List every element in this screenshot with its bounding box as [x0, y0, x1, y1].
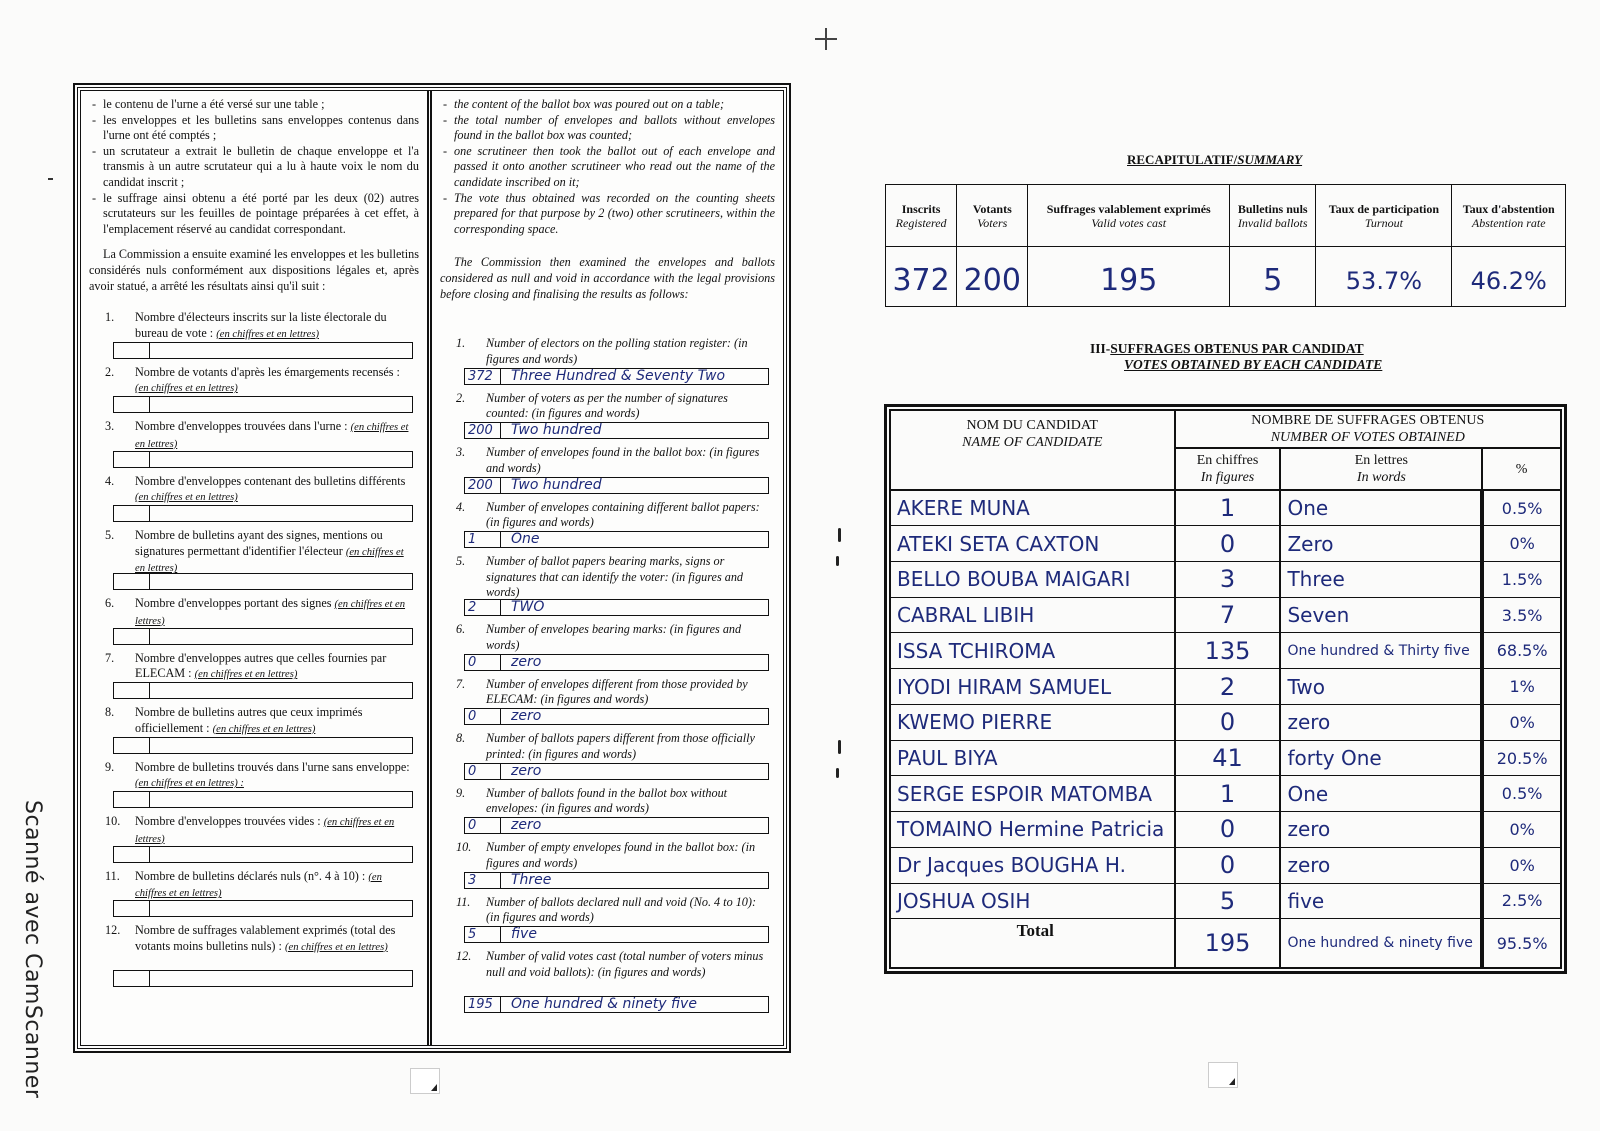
candidate-row — [890, 490, 1561, 526]
answer-box[interactable] — [464, 368, 769, 385]
abstention-value: 46.2% — [1452, 247, 1566, 307]
result-items-en — [440, 336, 775, 1017]
candidate-row — [890, 883, 1561, 919]
item-number: 10. — [105, 814, 121, 829]
candidates-table — [889, 409, 1562, 969]
candidate-row — [890, 704, 1561, 740]
answer-figures-field[interactable] — [114, 452, 150, 467]
candidate-votes-words: zero — [1280, 812, 1482, 848]
answer-box[interactable] — [464, 926, 769, 943]
answer-words-field[interactable]: zero — [511, 654, 542, 670]
total-votes-figures: 195 — [1175, 919, 1281, 968]
candidate-row — [890, 847, 1561, 883]
answer-figures-field[interactable]: 0 — [465, 764, 501, 779]
candidate-row — [890, 812, 1561, 848]
candidate-percent: 0% — [1482, 704, 1561, 740]
item-question: Number of empty envelopes found in the ballot box: (in figures and words) — [486, 840, 756, 870]
item-number: 11. — [456, 894, 471, 909]
answer-words-field[interactable]: Three Hundred & Seventy Two — [511, 368, 726, 384]
answer-box[interactable] — [464, 422, 769, 439]
answer-words-field[interactable] — [150, 901, 412, 916]
answer-box[interactable] — [113, 396, 413, 413]
item-question: Nombre de bulletins ayant des signes, mentions ou signatures permettant d'identifier l'électeur (en chiffres et en lettres) — [135, 528, 404, 575]
item-number: 10. — [456, 840, 472, 855]
header-voters: Votants Voters — [957, 185, 1028, 247]
candidate-votes-figures: 135 — [1175, 633, 1281, 669]
candidate-percent: 0% — [1482, 812, 1561, 848]
answer-words-field[interactable]: Three — [511, 872, 552, 888]
answer-figures-field[interactable] — [114, 901, 150, 916]
answer-box[interactable] — [464, 531, 769, 548]
item-number: 12. — [105, 923, 121, 938]
answer-box[interactable] — [464, 708, 769, 725]
answer-figures-field[interactable] — [114, 792, 150, 807]
item-question: Number of voters as per the number of signatures counted: (in figures and words) — [486, 390, 728, 421]
answer-figures-field[interactable]: 0 — [465, 709, 501, 724]
item-question: Number of ballots declared null and void (No. 4 to 10): (in figures and words) — [486, 894, 757, 925]
voters-value: 200 — [957, 247, 1028, 307]
candidate-votes-words: Two — [1280, 669, 1482, 705]
english-column — [432, 91, 783, 1045]
answer-figures-field[interactable]: 3 — [465, 873, 501, 888]
candidate-name: CABRAL LIBIH — [890, 597, 1175, 633]
answer-box[interactable] — [113, 628, 413, 645]
item-number: 1. — [456, 336, 466, 351]
item-number: 2. — [105, 364, 115, 379]
answer-box[interactable] — [464, 599, 769, 616]
item-number: 8. — [456, 731, 466, 746]
answer-box[interactable] — [464, 477, 769, 494]
candidate-votes-words: Seven — [1280, 597, 1482, 633]
answer-words-field[interactable] — [150, 397, 412, 412]
answer-figures-field[interactable] — [114, 574, 150, 589]
item-number: 4. — [105, 473, 115, 488]
item-number: 7. — [105, 650, 115, 665]
item-question: Nombre de bulletins trouvés dans l'urne sans enveloppe: (en chiffres et en lettres) : — [135, 759, 410, 790]
total-row — [890, 919, 1561, 968]
candidate-percent: 1% — [1482, 669, 1561, 705]
item-question: Nombre de suffrages valablement exprimés (total des votants moins bulletins nuls) : (en chiffres et en lettres) — [135, 923, 396, 953]
answer-box[interactable] — [113, 846, 413, 863]
header-in-figures: En chiffres In figures — [1175, 448, 1281, 490]
candidate-row — [890, 633, 1561, 669]
answer-figures-field[interactable] — [114, 971, 150, 986]
answer-figures-field[interactable]: 0 — [465, 818, 501, 833]
answer-figures-field[interactable]: 372 — [465, 369, 501, 384]
summary-title-en: SUMMARY — [1237, 152, 1303, 167]
answer-words-field[interactable]: zero — [511, 709, 542, 725]
item-number: 7. — [456, 676, 466, 691]
page-marker — [1208, 1062, 1238, 1088]
candidate-percent: 0.5% — [1482, 490, 1561, 526]
result-item — [440, 500, 775, 555]
result-item — [89, 528, 419, 596]
answer-words-field[interactable] — [150, 847, 412, 862]
answer-words-field[interactable] — [150, 343, 412, 358]
summary-title — [1127, 152, 1302, 168]
answer-figures-field[interactable] — [114, 343, 150, 358]
answer-box[interactable] — [113, 682, 413, 699]
item-number: 12. — [456, 949, 472, 964]
valid-votes-value: 195 — [1028, 247, 1230, 307]
candidate-votes-figures: 1 — [1175, 776, 1281, 812]
answer-figures-field[interactable]: 200 — [465, 423, 501, 438]
answer-figures-field[interactable]: 200 — [465, 478, 501, 493]
candidate-name: ATEKI SETA CAXTON — [890, 526, 1175, 562]
header-registered: Inscrits Registered — [886, 185, 957, 247]
item-question: Nombre de votants d'après les émargements recensés : (en chiffres et en lettres) — [135, 364, 400, 395]
header-invalid: Bulletins nuls Invalid ballots — [1230, 185, 1316, 247]
answer-box[interactable] — [464, 996, 769, 1013]
item-number: 8. — [105, 705, 115, 720]
item-question: Nombre de bulletins autres que ceux imprimés officiellement : (en chiffres et en lettres) — [135, 705, 363, 735]
summary-values-row — [886, 247, 1566, 307]
item-question: Nombre d'enveloppes trouvées vides : (en chiffres et en lettres) — [135, 814, 395, 845]
item-question: Number of envelopes bearing marks: (in figures and words) — [486, 622, 742, 652]
answer-figures-field[interactable]: 5 — [465, 927, 501, 942]
result-item — [89, 474, 419, 529]
candidate-name: Dr Jacques BOUGHA H. — [890, 847, 1175, 883]
margin-mark — [838, 528, 841, 542]
result-item — [89, 923, 419, 991]
candidate-votes-figures: 5 — [1175, 883, 1281, 919]
result-item — [89, 705, 419, 760]
candidate-name: JOSHUA OSIH — [890, 883, 1175, 919]
procedure-step: - le suffrage ainsi obtenu a été porté par les deux (02) autres scrutateurs sur les feuilles de pointage préparées à cet effet, à l'emplacement réservé au candidat correspondant. — [89, 191, 419, 238]
header-votes-obtained: NOMBRE DE SUFFRAGES OBTENUS NUMBER OF VOTES OBTAINED — [1175, 410, 1561, 448]
candidate-votes-figures: 1 — [1175, 490, 1281, 526]
result-item — [440, 731, 775, 786]
result-item — [440, 554, 775, 622]
total-label: Total — [890, 919, 1175, 968]
result-item — [440, 895, 775, 950]
answer-box[interactable] — [464, 817, 769, 834]
item-number: 9. — [456, 785, 466, 800]
result-item — [89, 760, 419, 815]
candidate-votes-words: One — [1280, 490, 1482, 526]
summary-table — [885, 184, 1566, 307]
answer-words-field[interactable]: One hundred & ninety five — [511, 997, 697, 1013]
margin-mark — [836, 768, 839, 778]
answer-figures-field[interactable] — [114, 683, 150, 698]
invalid-value: 5 — [1230, 247, 1316, 307]
result-item — [89, 310, 419, 365]
procedure-step: - the total number of envelopes and ballots without envelopes found in the ballot box was counted; — [440, 113, 775, 144]
answer-box[interactable] — [113, 342, 413, 359]
item-question: Nombre d'enveloppes contenant des bulletins différents (en chiffres et en lettres) — [135, 473, 406, 504]
procedure-step: - les enveloppes et les bulletins sans enveloppes contenus dans l'urne ont été comptés ; — [89, 113, 419, 144]
candidate-votes-words: One — [1280, 776, 1482, 812]
header-turnout: Taux de participation Turnout — [1316, 185, 1452, 247]
result-item — [89, 419, 419, 474]
item-number: 6. — [456, 622, 466, 637]
candidate-votes-figures: 0 — [1175, 526, 1281, 562]
candidate-name: SERGE ESPOIR MATOMBA — [890, 776, 1175, 812]
answer-words-field[interactable]: One — [511, 532, 540, 548]
answer-box[interactable] — [464, 872, 769, 889]
candidate-percent: 0% — [1482, 526, 1561, 562]
french-column — [81, 91, 432, 1045]
candidate-votes-figures: 41 — [1175, 740, 1281, 776]
answer-figures-field[interactable] — [114, 847, 150, 862]
candidate-name: KWEMO PIERRE — [890, 704, 1175, 740]
item-number: 5. — [456, 554, 466, 569]
answer-words-field[interactable] — [150, 506, 412, 521]
candidate-votes-figures: 0 — [1175, 704, 1281, 740]
candidate-votes-words: zero — [1280, 847, 1482, 883]
item-number: 9. — [105, 759, 115, 774]
answer-figures-field[interactable]: 0 — [465, 655, 501, 670]
answer-words-field[interactable] — [150, 683, 412, 698]
answer-words-field[interactable] — [150, 792, 412, 807]
item-number: 4. — [456, 499, 466, 514]
result-item — [440, 786, 775, 841]
candidate-name: BELLO BOUBA MAIGARI — [890, 561, 1175, 597]
candidate-votes-words: forty One — [1280, 740, 1482, 776]
item-number: 2. — [456, 390, 466, 405]
answer-box[interactable] — [113, 737, 413, 754]
candidate-percent: 0% — [1482, 847, 1561, 883]
item-question: Number of ballot papers bearing marks, signs or signatures that can identify the voter: (in figures and words) — [486, 554, 744, 600]
candidate-votes-words: zero — [1280, 704, 1482, 740]
candidate-percent: 20.5% — [1482, 740, 1561, 776]
item-question: Number of envelopes different from those provided by ELECAM: (in figures and words) — [486, 676, 748, 707]
item-number: 5. — [105, 528, 115, 543]
procedure-list-fr — [89, 97, 419, 237]
header-candidate-name: NOM DU CANDIDAT NAME OF CANDIDATE — [890, 410, 1175, 490]
answer-box[interactable] — [113, 573, 413, 590]
answer-words-field[interactable] — [150, 574, 412, 589]
header-abstention: Taux d'abstention Abstention rate — [1452, 185, 1566, 247]
candidate-row — [890, 561, 1561, 597]
summary-title-fr: RECAPITULATIF/ — [1127, 152, 1238, 167]
answer-figures-field[interactable]: 1 — [465, 532, 501, 547]
answer-box[interactable] — [113, 900, 413, 917]
registration-crosshair — [815, 28, 837, 50]
result-item — [89, 869, 419, 924]
result-items-fr — [89, 310, 419, 991]
total-percent: 95.5% — [1482, 919, 1561, 968]
answer-figures-field[interactable] — [114, 397, 150, 412]
candidate-percent: 68.5% — [1482, 633, 1561, 669]
candidate-votes-words: five — [1280, 883, 1482, 919]
result-item — [440, 622, 775, 677]
candidate-row — [890, 526, 1561, 562]
page-marker — [410, 1068, 440, 1094]
candidate-percent: 3.5% — [1482, 597, 1561, 633]
item-question: Nombre d'enveloppes trouvées dans l'urne : (en chiffres et en lettres) — [135, 419, 409, 450]
answer-words-field[interactable]: TWO — [511, 600, 545, 616]
procedure-step: - un scrutateur a extrait le bulletin de chaque enveloppe et l'a transmis à un autre scrutateur qui a lu à haute voix le nom du candidat inscrit ; — [89, 144, 419, 191]
candidate-votes-figures: 0 — [1175, 847, 1281, 883]
margin-mark — [836, 556, 839, 566]
item-question: Nombre d'enveloppes autres que celles fournies par ELECAM : (en chiffres et en lettres) — [135, 650, 387, 681]
item-question: Number of envelopes found in the ballot box: (in figures and words) — [486, 445, 760, 475]
header-in-words: En lettres In words — [1280, 448, 1482, 490]
candidate-votes-figures: 7 — [1175, 597, 1281, 633]
turnout-value: 53.7% — [1316, 247, 1452, 307]
answer-box[interactable] — [113, 970, 413, 987]
result-item — [89, 814, 419, 869]
result-item — [440, 391, 775, 446]
candidate-name: PAUL BIYA — [890, 740, 1175, 776]
item-question: Number of ballots papers different from those officially printed: (in figures and words) — [486, 731, 755, 761]
result-item — [440, 677, 775, 732]
item-number: 3. — [105, 419, 115, 434]
margin-mark — [838, 740, 841, 754]
procedure-step: - le contenu de l'urne a été versé sur une table ; — [89, 97, 419, 113]
counting-report-form — [77, 87, 787, 1049]
scanner-watermark: Scanné avec CamScanner — [20, 800, 45, 1099]
summary-header-row — [886, 185, 1566, 247]
result-item — [440, 840, 775, 895]
candidate-name: IYODI HIRAM SAMUEL — [890, 669, 1175, 705]
procedure-step: - one scrutineer then took the ballot out of each envelope and passed it onto another scrutineer who read out the name of the candidate inscribed on it; — [440, 144, 775, 191]
candidate-name: AKERE MUNA — [890, 490, 1175, 526]
item-question: Number of valid votes cast (total number of voters minus null and void ballots): (in figures and words) — [486, 949, 764, 979]
candidate-votes-words: Zero — [1280, 526, 1482, 562]
commission-paragraph-en: The Commission then examined the envelopes and ballots considered as null and void in accordance with the legal provisions before closing and finalising the results as follows: — [440, 255, 775, 301]
item-question: Number of ballots found in the ballot box without envelopes: (in figures and words) — [486, 785, 728, 816]
procedure-step: - the content of the ballot box was poured out on a table; — [440, 97, 775, 113]
candidate-row — [890, 669, 1561, 705]
candidate-row — [890, 597, 1561, 633]
result-item — [89, 651, 419, 706]
answer-words-field[interactable] — [150, 452, 412, 467]
result-item — [440, 949, 775, 1017]
candidates-section-title: III-SUFFRAGES OBTENUS PAR CANDIDAT VOTES OBTAINED BY EACH CANDIDATE — [1090, 341, 1383, 372]
result-item — [89, 596, 419, 651]
item-question: Nombre d'enveloppes portant des signes (en chiffres et en lettres) — [135, 596, 406, 627]
answer-figures-field[interactable] — [114, 506, 150, 521]
answer-words-field[interactable]: Two hundred — [511, 423, 602, 439]
item-number: 1. — [105, 310, 115, 325]
candidate-name: TOMAINO Hermine Patricia — [890, 812, 1175, 848]
candidate-votes-figures: 2 — [1175, 669, 1281, 705]
answer-box[interactable] — [464, 763, 769, 780]
commission-paragraph-fr: La Commission a ensuite examiné les enveloppes et les bulletins considérés nuls conformément aux dispositions légales et, après avoir statué, a arrêté les résultats ainsi qu'il suit : — [89, 247, 419, 293]
candidates-table-frame — [884, 404, 1567, 974]
header-valid-votes: Suffrages valablement exprimés Valid votes cast — [1028, 185, 1230, 247]
result-item — [89, 365, 419, 420]
candidate-votes-words: Three — [1280, 561, 1482, 597]
candidate-votes-figures: 0 — [1175, 812, 1281, 848]
answer-words-field[interactable]: zero — [511, 818, 542, 834]
result-item — [440, 445, 775, 500]
candidate-percent: 1.5% — [1482, 561, 1561, 597]
candidate-name: ISSA TCHIROMA — [890, 633, 1175, 669]
answer-box[interactable] — [113, 451, 413, 468]
procedure-step: - The vote thus obtained was recorded on the counting sheets prepared for that purpose by 2 (two) other scrutineers, within the corresponding space. — [440, 191, 775, 238]
answer-words-field[interactable] — [150, 971, 412, 986]
item-question: Number of envelopes containing different ballot papers: (in figures and words) — [486, 499, 760, 530]
item-number: 6. — [105, 596, 115, 611]
candidate-votes-figures: 3 — [1175, 561, 1281, 597]
answer-words-field[interactable]: Two hundred — [511, 477, 602, 493]
header-percent: % — [1482, 448, 1561, 490]
item-number: 11. — [105, 868, 120, 883]
item-number: 3. — [456, 445, 466, 460]
candidate-percent: 0.5% — [1482, 776, 1561, 812]
answer-box[interactable] — [464, 654, 769, 671]
candidate-votes-words: One hundred & Thirty five — [1280, 633, 1482, 669]
answer-box[interactable] — [113, 791, 413, 808]
item-question: Number of electors on the polling station register: (in figures and words) — [486, 336, 748, 366]
answer-words-field[interactable] — [150, 738, 412, 753]
total-votes-words: One hundred & ninety five — [1280, 919, 1482, 968]
answer-words-field[interactable]: five — [511, 927, 537, 943]
registered-value: 372 — [886, 247, 957, 307]
answer-box[interactable] — [113, 505, 413, 522]
procedure-list-en — [440, 97, 775, 237]
answer-words-field[interactable] — [150, 629, 412, 644]
candidate-percent: 2.5% — [1482, 883, 1561, 919]
item-question: Nombre d'électeurs inscrits sur la liste électorale du bureau de vote : (en chiffres et en lettres) — [135, 310, 387, 340]
answer-figures-field[interactable] — [114, 629, 150, 644]
result-item — [440, 336, 775, 391]
candidate-row — [890, 740, 1561, 776]
margin-tick — [48, 178, 53, 180]
candidate-row — [890, 776, 1561, 812]
answer-figures-field[interactable]: 195 — [465, 997, 501, 1012]
answer-words-field[interactable]: zero — [511, 763, 542, 779]
answer-figures-field[interactable]: 2 — [465, 600, 501, 615]
item-question: Nombre de bulletins déclarés nuls (n°. 4 à 10) : (en chiffres et en lettres) — [135, 868, 382, 900]
answer-figures-field[interactable] — [114, 738, 150, 753]
